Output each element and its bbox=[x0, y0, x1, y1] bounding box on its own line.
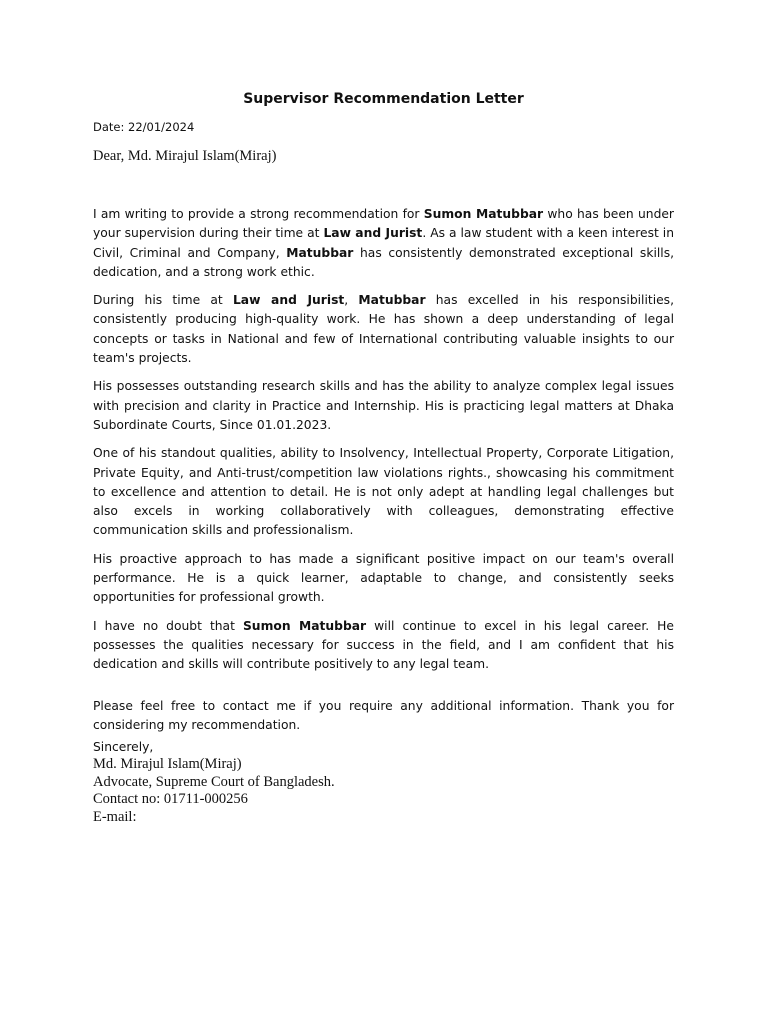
paragraph-6 bbox=[93, 617, 674, 675]
candidate-surname: Matubbar bbox=[286, 245, 354, 260]
signer-email: E-mail: bbox=[93, 808, 137, 825]
signature-block bbox=[93, 756, 335, 826]
signer-contact: Contact no: 01711-000256 bbox=[93, 791, 248, 807]
paragraph-1-text: . As a law student with a keen interest in Civil, Criminal and Company, bbox=[93, 226, 675, 260]
paragraph-4: One of his standout qualities, ability to Insolvency, Intellectual Property, Corporate Litigation, Private Equity, and Anti-trust/competition law violations rights., showcasing his commitment to excellence and attention to detail. He is not only adept at handling legal challenges but also excels in working collaboratively with colleagues, demonstrating effective communication skills and professionalism. bbox=[93, 446, 674, 538]
firm-name: Law and Jurist bbox=[323, 226, 423, 241]
paragraph-1-text: who has been under your supervision during their time at bbox=[93, 207, 674, 241]
letter-date: Date: 22/01/2024 bbox=[93, 120, 195, 134]
paragraph-2-text: During his time at bbox=[93, 293, 233, 308]
salutation: Dear, Md. Mirajul Islam(Miraj) bbox=[93, 148, 277, 164]
candidate-surname: Matubbar bbox=[358, 293, 426, 308]
paragraph-3: His possesses outstanding research skills and has the ability to analyze complex legal issues with precision and clarity in Practice and Internship. His is practicing legal matters at Dhaka Subordinate Courts, Since 01.01.2023. bbox=[93, 379, 674, 432]
paragraph-6-text: will continue to excel in his legal career. He possesses the qualities necessary for success in the field, and I am confident that his dedication and skills will contribute positively to any legal team. bbox=[93, 618, 674, 672]
paragraph-2 bbox=[93, 291, 674, 368]
paragraph-2-text: , bbox=[344, 293, 359, 308]
signer-position: Advocate, Supreme Court of Bangladesh. bbox=[93, 773, 335, 790]
paragraph-1-text: has consistently demonstrated exceptional skills, dedication, and a strong work ethic. bbox=[93, 245, 675, 279]
firm-name: Law and Jurist bbox=[232, 293, 345, 308]
paragraph-5: His proactive approach to has made a significant positive impact on our team's overall performance. He is a quick learner, adaptable to change, and consistently seeks opportunities for professional growth. bbox=[93, 551, 674, 605]
signer-name: Md. Mirajul Islam(Miraj) bbox=[93, 756, 242, 772]
letter-title: Supervisor Recommendation Letter bbox=[243, 91, 524, 107]
candidate-name: Sumon Matubbar bbox=[242, 618, 367, 633]
paragraph-1-text: I am writing to provide a strong recommendation for bbox=[93, 207, 424, 221]
letter-body bbox=[93, 205, 674, 744]
candidate-name: Sumon Matubbar bbox=[423, 207, 544, 221]
paragraph-6-text: I have no doubt that bbox=[93, 618, 243, 633]
paragraph-7: Please feel free to contact me if you require any additional information. Thank you for considering my recommendation. bbox=[93, 698, 674, 732]
paragraph-1 bbox=[93, 205, 674, 282]
paragraph-2-text: has excelled in his responsibilities, consistently producing high-quality work. He has shown a deep understanding of legal concepts or tasks in National and few of International contributing valuable insights to our team's projects. bbox=[93, 293, 674, 366]
closing: Sincerely, bbox=[93, 740, 154, 754]
